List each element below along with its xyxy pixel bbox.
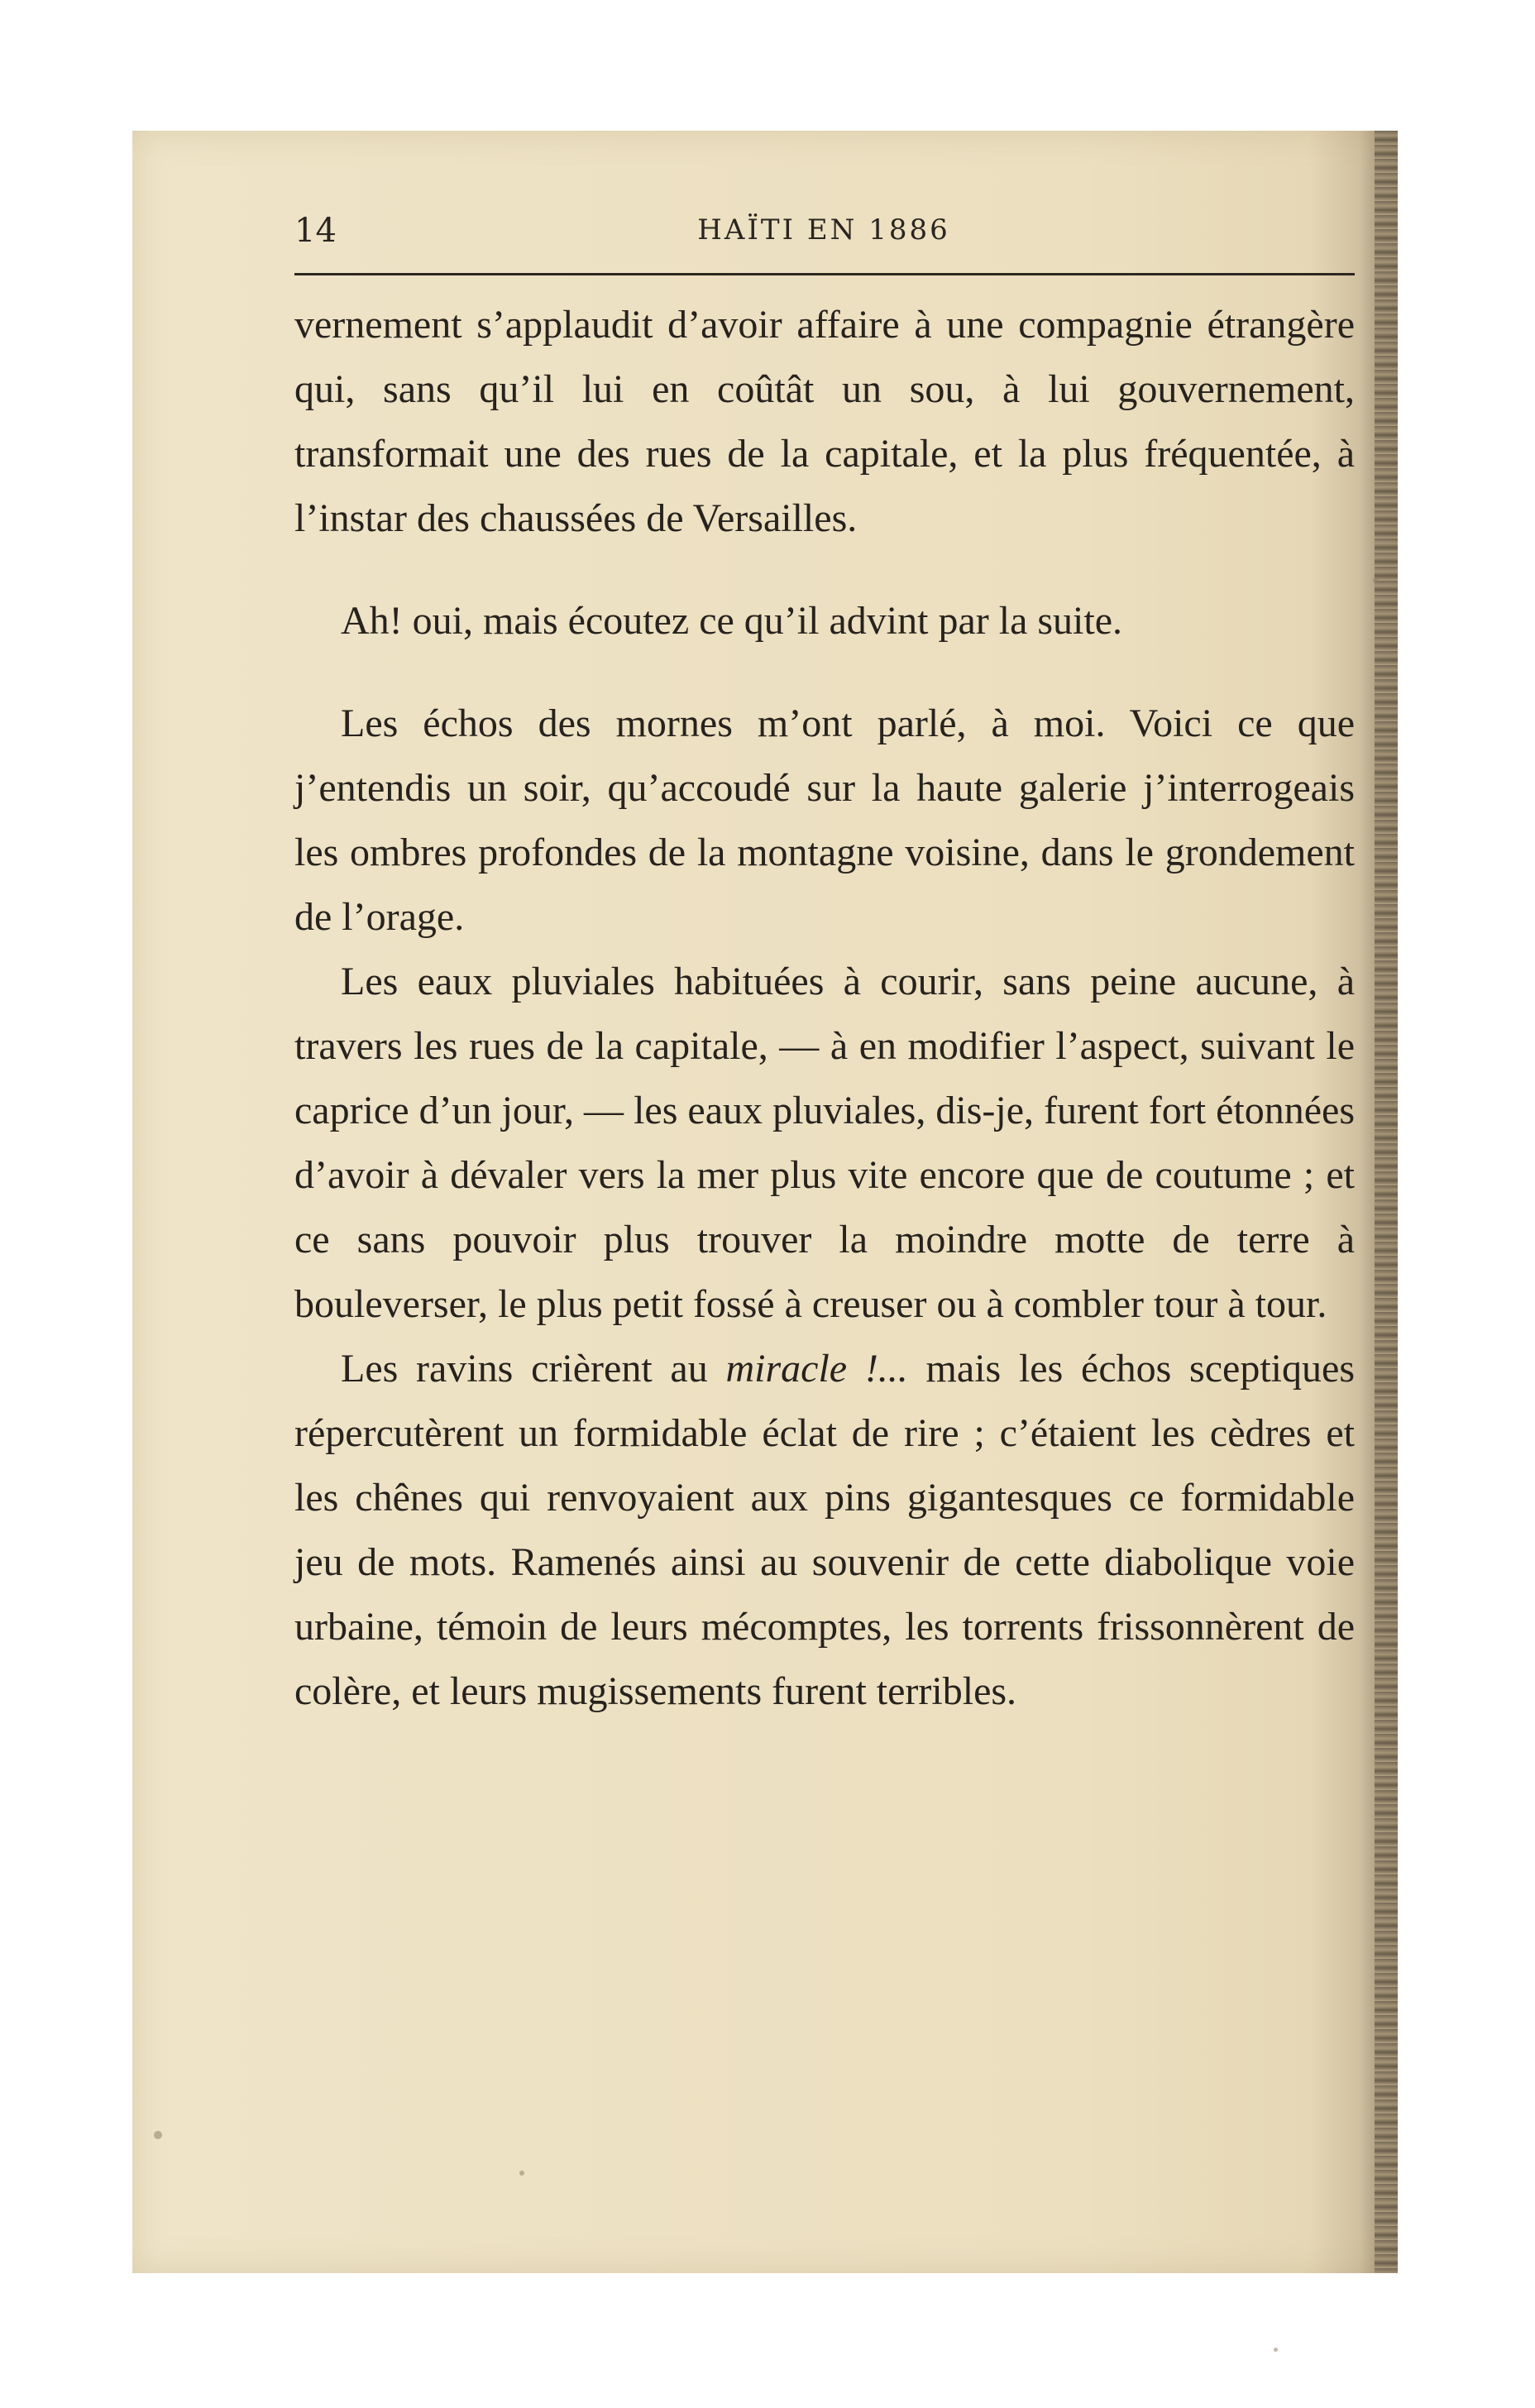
page-number: 14: [294, 212, 337, 250]
paragraph-5-end: mais les échos sceptiques répercutèrent un formidable éclat de rire ; c’étaient les cèdres et les chênes qui renvoyaient aux pins gigantesques ce formidable jeu de mots. Ramenés ainsi au souvenir de cette diabolique voie urbaine, témoin de leurs mécomptes, les torrents frissonnèrent de colère, et leurs mugissements furent terribles.: [294, 1347, 1356, 1713]
paragraph-5-start: Les ravins crièrent au: [341, 1347, 726, 1391]
paragraph-1: vernement s’applaudit d’avoir affaire à une compagnie étrangère qui, sans qu’il lui en coûtât un sou, à lui gouvernement, transformait une des rues de la capitale, et la plus fréquentée, à l’instar des chaussées de Versailles.: [294, 303, 1355, 540]
paragraph-spacer: [294, 551, 1355, 589]
paper-speck: [519, 2171, 524, 2176]
paragraph-5: [294, 1337, 1355, 1724]
emphasis-miracle: miracle !...: [725, 1347, 908, 1391]
paragraph-4: Les eaux pluviales habituées à courir, sans peine aucune, à travers les rues de la capitale, — à en modifier l’aspect, suivant le caprice d’un jour, — les eaux pluviales, dis-je, furent fort étonnées d’avoir à dévaler vers la mer plus vite encore que de coutume ; et ce sans pouvoir plus trouver la moindre motte de terre à bouleverser, le plus petit fossé à creuser ou à combler tour à tour.: [294, 960, 1355, 1326]
page-header: [294, 203, 1353, 270]
page-edge-shadow: [1375, 131, 1398, 2273]
book-page: [132, 131, 1398, 2273]
paper-speck: [1274, 2348, 1278, 2352]
paragraph-2: Ah! oui, mais écoutez ce qu’il advint par la suite.: [341, 599, 1123, 643]
paper-speck: [154, 2131, 162, 2139]
body-text: [294, 293, 1355, 1724]
paragraph-3: Les échos des mornes m’ont parlé, à moi. Voici ce que j’entendis un soir, qu’accoudé sur la haute galerie j’interrogeais les ombres profondes de la montagne voisine, dans le grondement de l’orage.: [294, 701, 1355, 939]
paragraph-spacer: [294, 653, 1355, 692]
paper-speck: [1373, 577, 1379, 583]
running-title: HAÏTI EN 1886: [697, 213, 950, 247]
header-rule: [294, 273, 1355, 275]
